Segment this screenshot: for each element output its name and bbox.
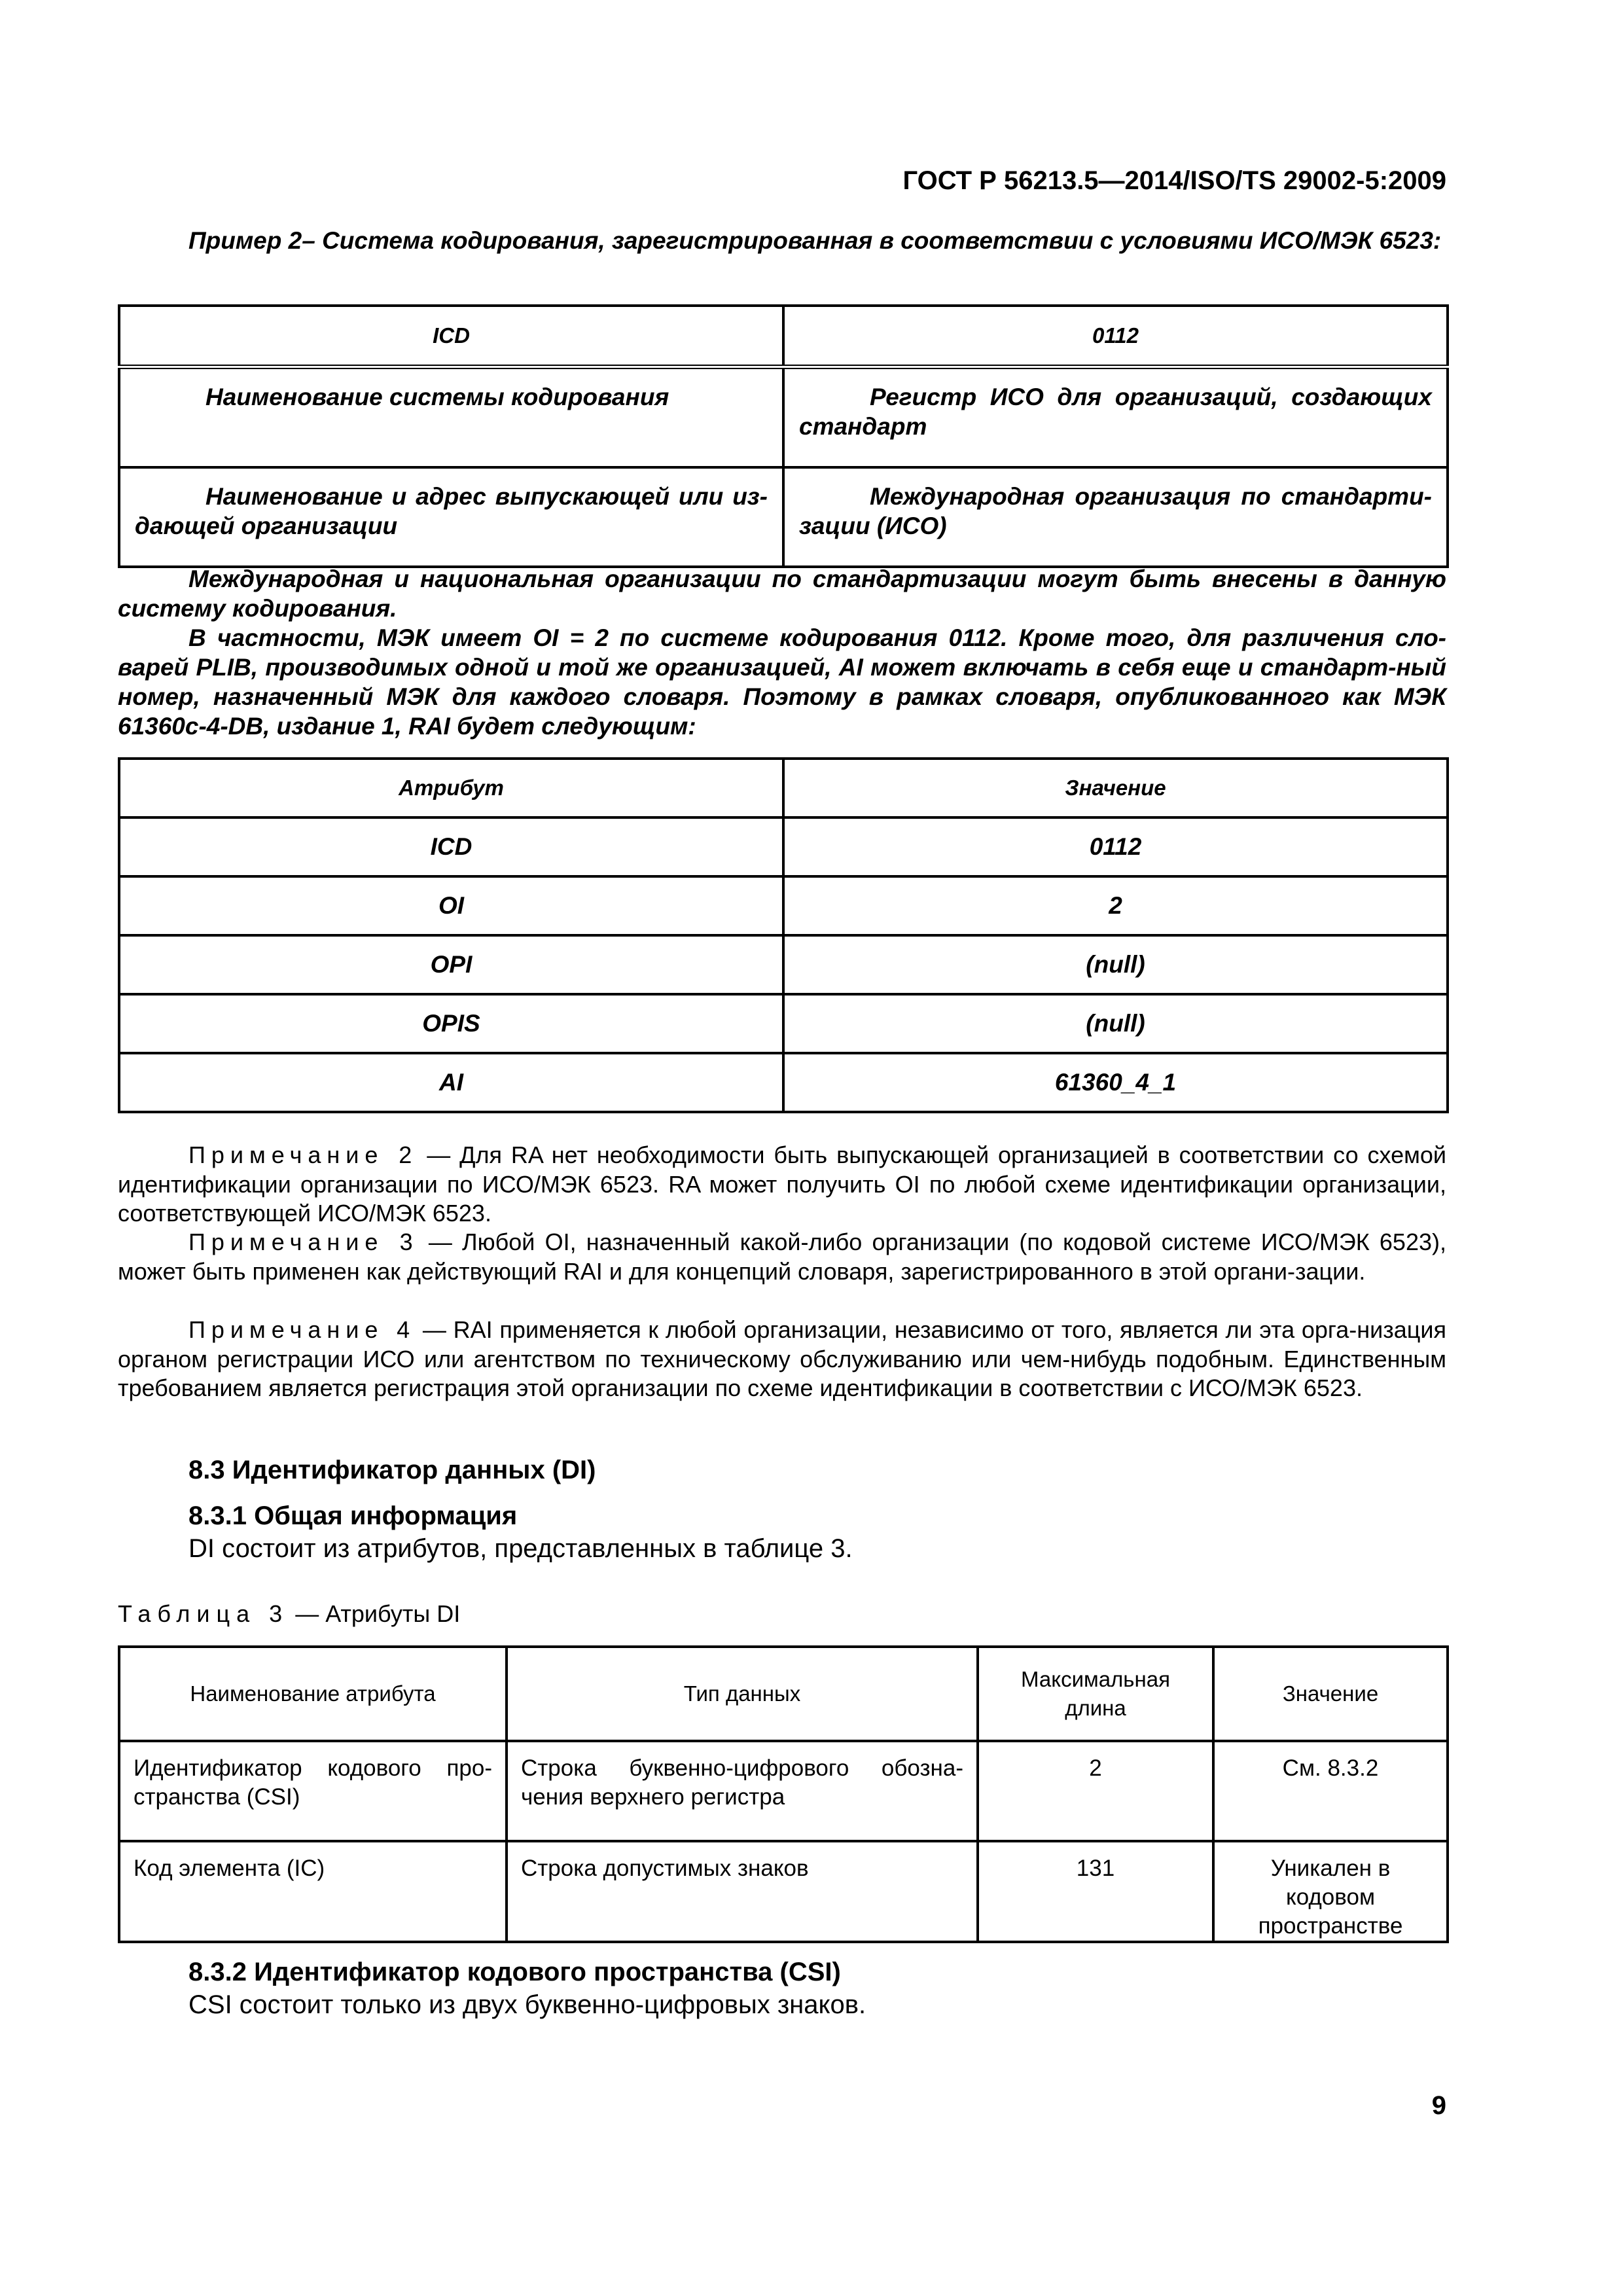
table-cell: Уникален в кодовом пространстве bbox=[1213, 1841, 1448, 1942]
note-text: — Для RA нет необходимости быть выпускающей организацией в соответствии со схемой идентификации организации по ИСО/МЭК 6523. RA может получить OI по любой схеме идентификации организации, соответствующей ИСО/МЭК 6523. bbox=[118, 1141, 1446, 1227]
example-2-text: Пример 2– Система кодирования, зарегистрированная в соответствии с условиями ИСО/МЭК 6523: bbox=[188, 227, 1442, 254]
table-cell: 61360_4_1 bbox=[783, 1053, 1448, 1112]
section-8-3-1-text: DI состоит из атрибутов, представленных в таблице 3. bbox=[188, 1534, 853, 1563]
note-3 bbox=[118, 1228, 1446, 1286]
section-8-3-2-text: CSI состоит только из двух буквенно-цифровых знаков. bbox=[188, 1990, 866, 2019]
table-row bbox=[119, 876, 1448, 935]
table-header-row bbox=[119, 759, 1448, 817]
table-header-cell: Атрибут bbox=[119, 759, 783, 817]
intro-paragraph-2: В частности, МЭК имеет OI = 2 по системе кодирования 0112. Кроме того, для различения сло-варей PLIB, производимых одной и той же организацией, AI может включать в себя еще и стандарт-ный номер, назначенный МЭК для каждого словаря. Поэтому в рамках словаря, опубликованного как МЭК 61360c-4-DB, издание 1, RAI будет следующим: bbox=[118, 624, 1446, 740]
table-cell: Идентификатор кодового про-странства (CSI) bbox=[119, 1741, 507, 1841]
table-cell: Наименование системы кодирования bbox=[119, 367, 783, 468]
note-text: — RAI применяется к любой организации, независимо от того, является ли эта орга-низация органом регистрации ИСО или агентством по техническому обслуживанию или чем-нибудь подобным. Единственным требованием является регистрация этой организации по схеме идентификации в соответствии с ИСО/МЭК 6523. bbox=[118, 1316, 1446, 1401]
table-header-cell: ICD bbox=[119, 306, 783, 367]
table-header-cell: Максимальная длина bbox=[978, 1647, 1213, 1741]
intro-paragraph-1: Международная и национальная организации по стандартизации могут быть внесены в данную систему кодирования. bbox=[118, 565, 1446, 622]
table-cell: (null) bbox=[783, 994, 1448, 1053]
table-cell: OI bbox=[119, 876, 783, 935]
table-cell: Строка буквенно-цифрового обозна-чения верхнего регистра bbox=[507, 1741, 978, 1841]
table-cell: Строка допустимых знаков bbox=[507, 1841, 978, 1942]
note-label: Примечание 4 bbox=[188, 1316, 416, 1343]
table-3-caption bbox=[118, 1598, 460, 1630]
table-cell: 131 bbox=[978, 1841, 1213, 1942]
di-attributes-table bbox=[118, 1645, 1449, 1943]
table-cell: 2 bbox=[783, 876, 1448, 935]
table-row bbox=[119, 817, 1448, 876]
table-cell: ICD bbox=[119, 817, 783, 876]
table-cell: См. 8.3.2 bbox=[1213, 1741, 1448, 1841]
table-row bbox=[119, 935, 1448, 994]
table-row bbox=[119, 367, 1448, 468]
note-label: Примечание 3 bbox=[188, 1229, 419, 1255]
note-4 bbox=[118, 1316, 1446, 1403]
section-8-3-1-heading: 8.3.1 Общая информация bbox=[188, 1501, 518, 1530]
table-row bbox=[119, 1841, 1448, 1942]
table-header-cell: Значение bbox=[1213, 1647, 1448, 1741]
table-cell: Международная организация по стандарти-зации (ИСО) bbox=[783, 467, 1448, 567]
table-header-row bbox=[119, 306, 1448, 367]
note-text: — Любой OI, назначенный какой-либо организации (по кодовой системе ИСО/МЭК 6523), может быть применен как действующий RAI и для концепций словаря, зарегистрированного в этой органи-зации. bbox=[118, 1229, 1446, 1285]
table-cell: OPIS bbox=[119, 994, 783, 1053]
section-8-3-heading: 8.3 Идентификатор данных (DI) bbox=[188, 1456, 596, 1484]
table-header-row bbox=[119, 1647, 1448, 1741]
table-row bbox=[119, 467, 1448, 567]
caption-text: — Атрибуты DI bbox=[289, 1600, 461, 1627]
table-row bbox=[119, 1053, 1448, 1112]
table-row bbox=[119, 994, 1448, 1053]
table-header-cell: Значение bbox=[783, 759, 1448, 817]
table-cell: Код элемента (IC) bbox=[119, 1841, 507, 1942]
page-number: 9 bbox=[1431, 2091, 1446, 2120]
table-header-cell: 0112 bbox=[783, 306, 1448, 367]
table-cell: 2 bbox=[978, 1741, 1213, 1841]
table-cell: (null) bbox=[783, 935, 1448, 994]
note-label: Примечание 2 bbox=[188, 1141, 418, 1168]
table-row bbox=[119, 1741, 1448, 1841]
table-cell: AI bbox=[119, 1053, 783, 1112]
table-header-cell: Тип данных bbox=[507, 1647, 978, 1741]
rai-attributes-table bbox=[118, 757, 1449, 1113]
note-2 bbox=[118, 1141, 1446, 1229]
table-cell: Наименование и адрес выпускающей или из-дающей организации bbox=[119, 467, 783, 567]
table-cell: 0112 bbox=[783, 817, 1448, 876]
coding-system-table bbox=[118, 304, 1449, 568]
table-cell: Регистр ИСО для организаций, создающих стандарт bbox=[783, 367, 1448, 468]
table-header-cell: Наименование атрибута bbox=[119, 1647, 507, 1741]
caption-label: Таблица 3 bbox=[118, 1600, 289, 1627]
document-code-header: ГОСТ Р 56213.5—2014/ISO/TS 29002-5:2009 bbox=[902, 166, 1446, 195]
section-8-3-2-heading: 8.3.2 Идентификатор кодового пространства (CSI) bbox=[188, 1958, 841, 1986]
table-cell: OPI bbox=[119, 935, 783, 994]
